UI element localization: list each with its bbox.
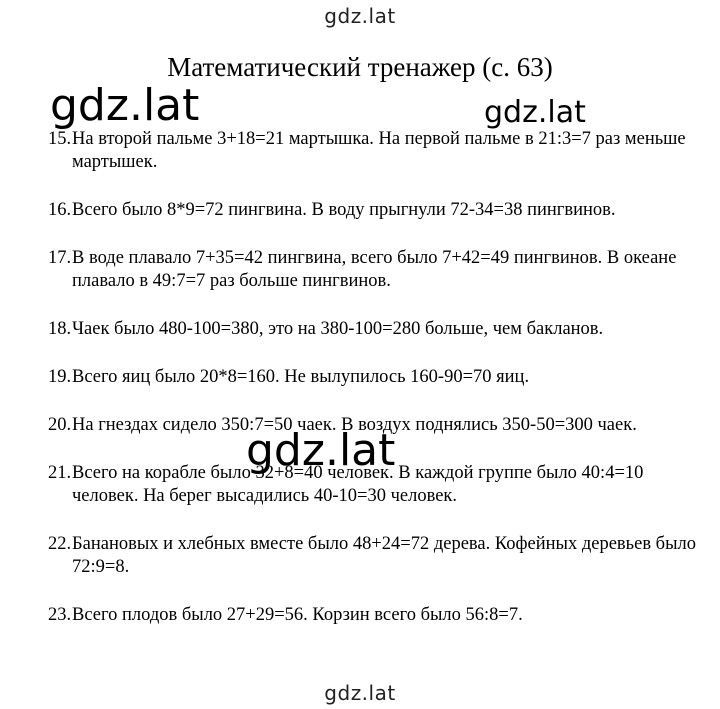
watermark-bottom: gdz.lat [324,681,396,705]
problem-number: 15. [48,129,72,149]
problem-text: Банановых и хлебных вместе было 48+24=72 дерева. Кофейных деревьев было 72:9=8. [72,534,697,577]
problem-18 [48,318,698,341]
problem-17 [48,247,698,293]
problem-23 [48,604,698,627]
problem-text: Всего было 8*9=72 пингвина. В воду прыгнули 72-34=38 пингвинов. [72,200,616,220]
problem-list [48,128,698,627]
watermark-top: gdz.lat [324,4,396,28]
problem-number: 22. [48,534,72,554]
problem-number: 21. [48,463,72,483]
problem-number: 20. [48,415,72,435]
problem-19 [48,366,698,389]
watermark-right: gdz.lat [484,95,586,130]
problem-text: Всего яиц было 20*8=160. Не вылупилось 160-90=70 яиц. [72,367,530,387]
problem-text: Всего на корабле было 32+8=40 человек. В каждой группе было 40:4=10 человек. На берег высадились 40-10=30 человек. [72,463,644,506]
problem-number: 18. [48,319,72,339]
problem-22 [48,533,698,579]
problem-text: Всего плодов было 27+29=56. Корзин всего было 56:8=7. [72,605,523,625]
problem-number: 17. [48,248,72,268]
problem-15 [48,128,698,174]
watermark-center: gdz.lat [246,425,396,476]
problem-16 [48,199,698,222]
problem-text: Чаек было 480-100=380, это на 380-100=280 больше, чем бакланов. [72,319,604,339]
problem-text: На второй пальме 3+18=21 мартышка. На первой пальме в 21:3=7 раз меньше мартышек. [72,129,686,172]
problem-number: 23. [48,605,72,625]
problem-number: 19. [48,367,72,387]
problem-text: На гнездах сидело 350:7=50 чаек. В воздух поднялись 350-50=300 чаек. [72,415,637,435]
watermark-left: gdz.lat [50,80,200,131]
problem-number: 16. [48,200,72,220]
page-title: Математический тренажер (с. 63) [167,52,553,82]
problem-text: В воде плавало 7+35=42 пингвина, всего было 7+42=49 пингвинов. В океане плавало в 49:7=7 раз больше пингвинов. [72,248,677,291]
